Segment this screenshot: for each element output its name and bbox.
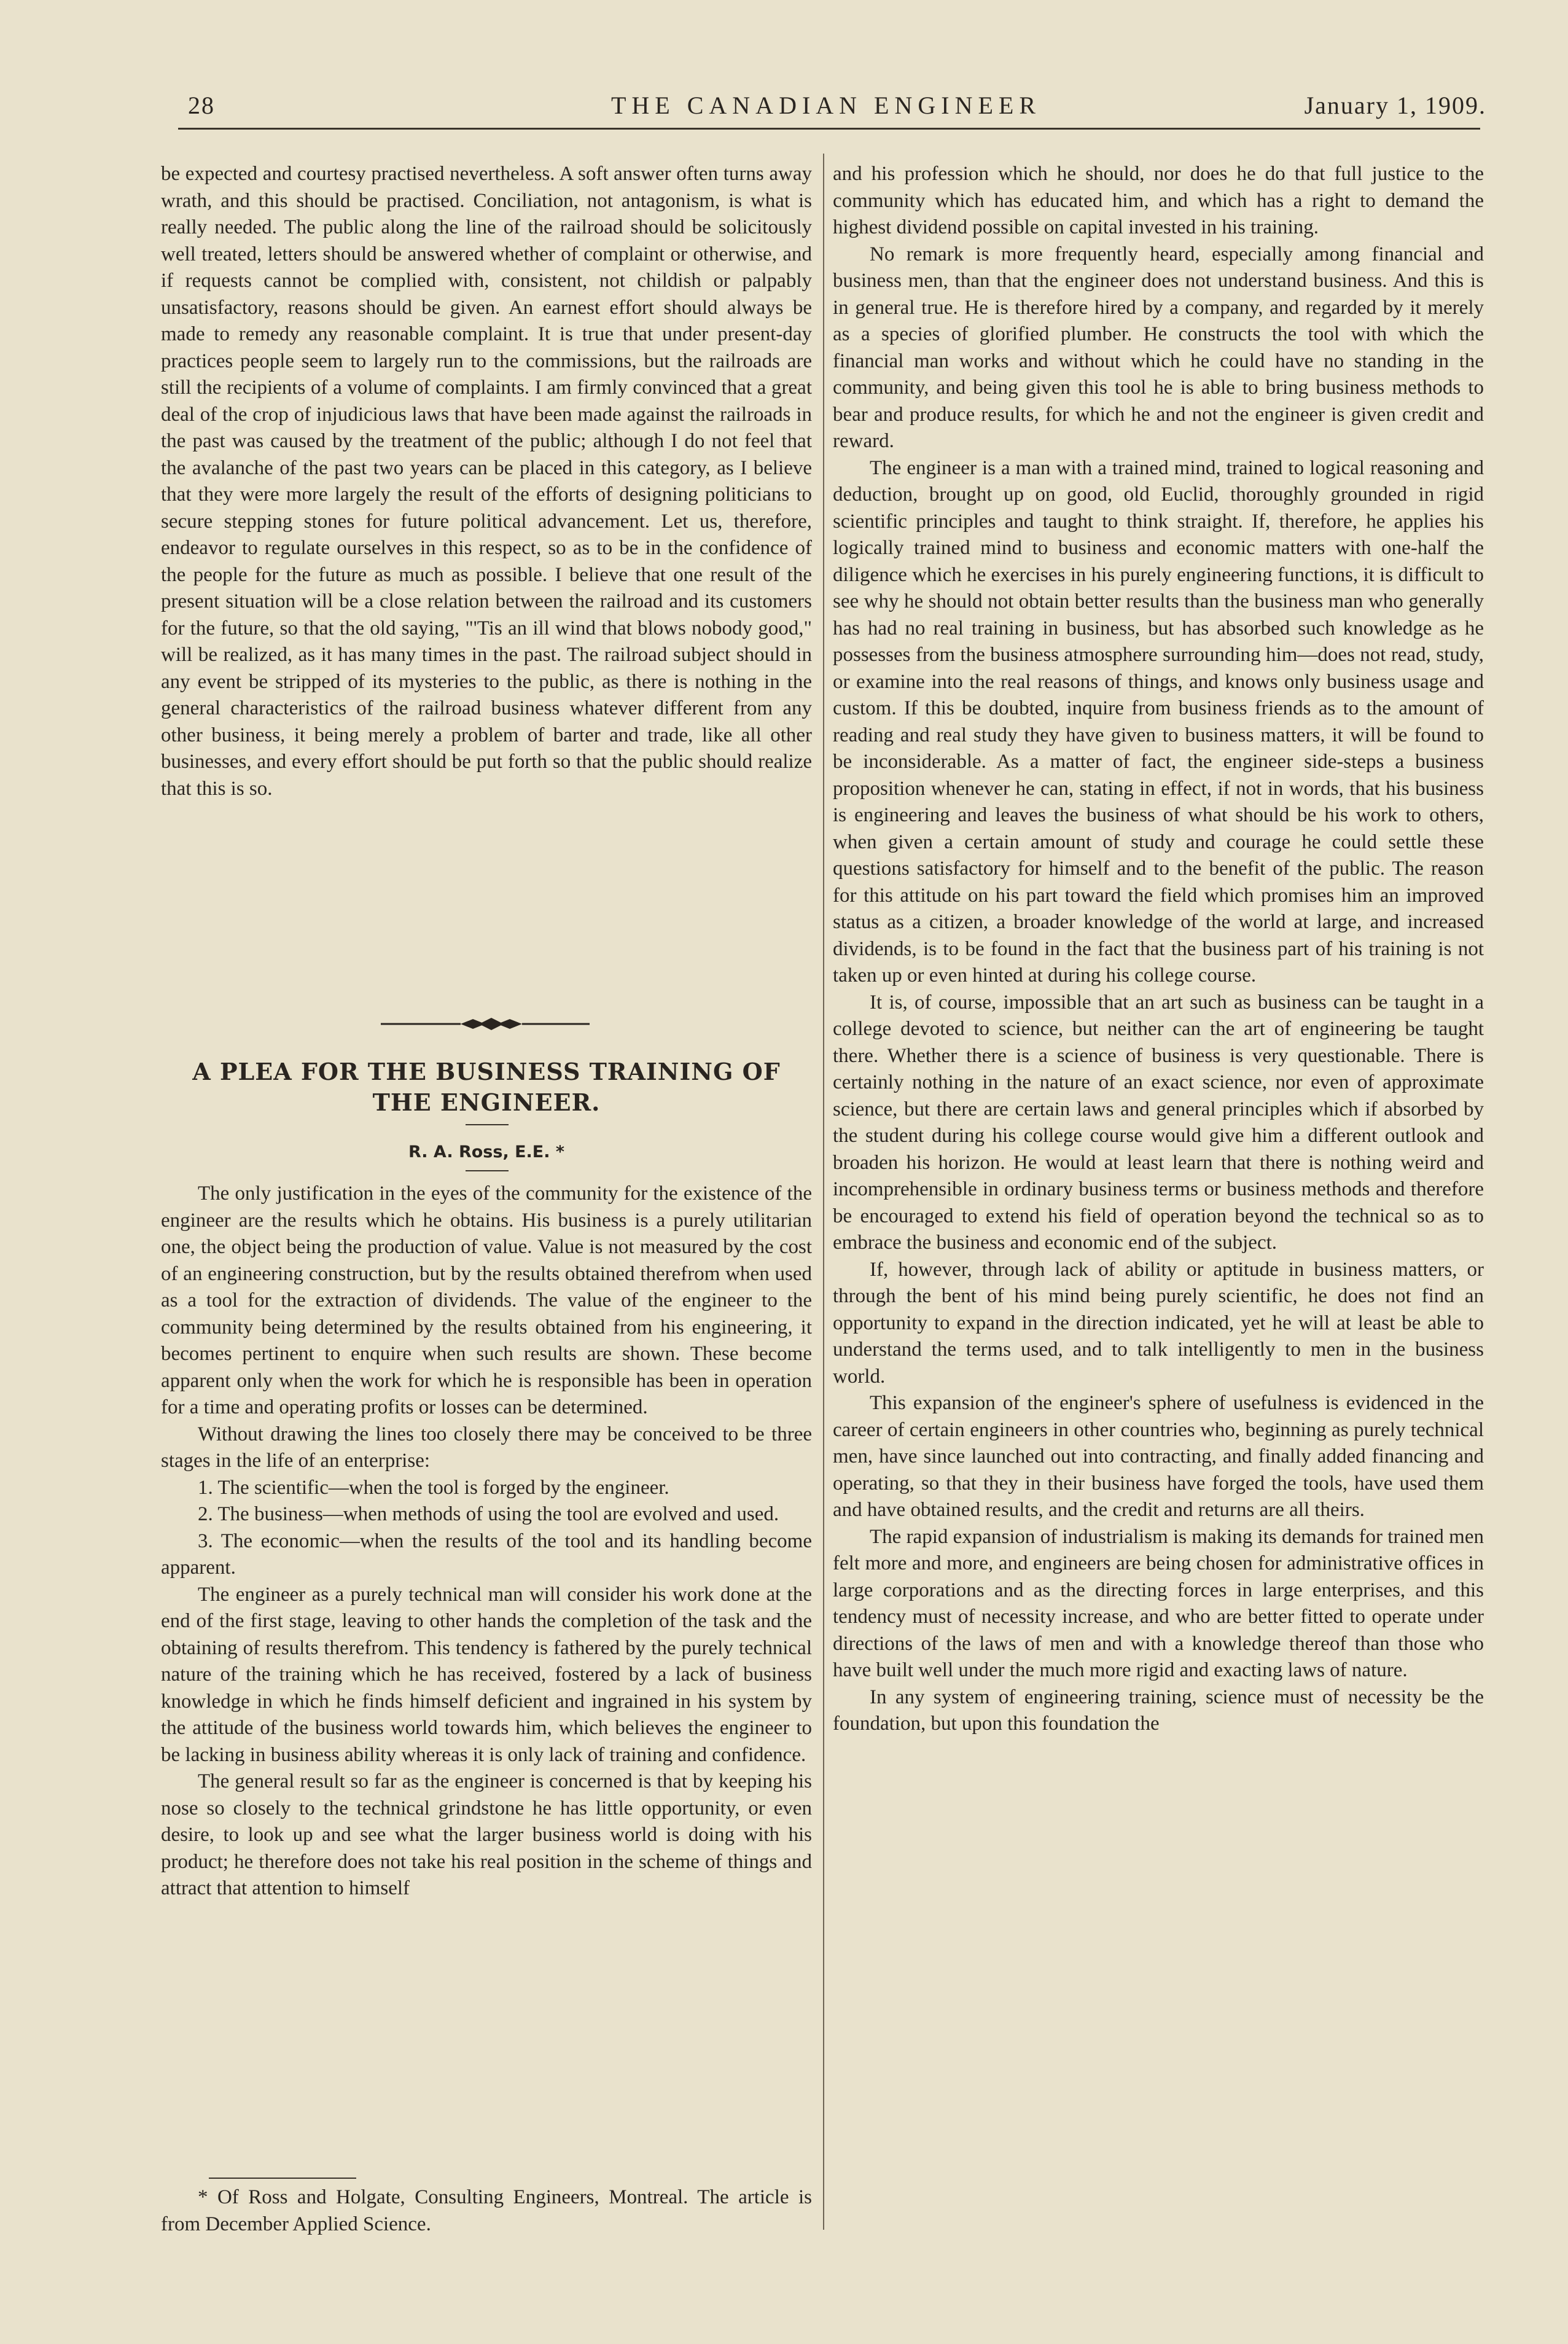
page-number: 28	[188, 92, 215, 119]
article-author: R. A. Ross, E.E. *	[408, 1143, 565, 1162]
footnote-text: * Of Ross and Holgate, Consulting Engineers, Montreal. The article is from December Applied Science.	[161, 2186, 812, 2235]
section-ornament	[381, 1015, 590, 1033]
footnote	[161, 2184, 812, 2238]
paragraph: The engineer is a man with a trained mind, trained to logical reasoning and deduction, brought up on good, old Euclid, thoroughly grounded in rigid scientific principles and taught to think straight. If, therefore, he applies his logically trained mind to business and economic matters with one-half the diligence which he exercises in his purely engineering functions, it is difficult to see why he should not obtain better results than the business man who generally has had no real training in business, but has absorbed such knowledge as he possesses from the business atmosphere surrounding him—does not read, study, or examine into the real reasons of things, and knows only business usage and custom. If this be doubted, inquire from business friends as to the amount of reading and real study they have given to business matters, it will be found to be inconsiderable. As a matter of fact, the engineer side-steps a business proposition whenever he can, stating in effect, if not in words, that his business is engineering and leaves the business of what should be his work to others, when given a certain amount of study and courage he could settle these questions satisfactory for himself and to the benefit of the public. The reason for this attitude on his part toward the field which promises him an improved status as a citizen, a broader knowledge of the world at large, and increased dividends, is to be found in the fact that the business part of his training is not taken up or even hinted at during his college course.	[833, 456, 1484, 986]
author-rule	[466, 1170, 509, 1171]
paragraph: It is, of course, impossible that an art such as business can be taught in a college devoted to science, but neither can the art of engineering be taught there. Whether there is a science of business is very questionable. There is certainly nothing in the nature of an exact science, nor even of approximate science, but there are certain laws and general principles which if absorbed by the student during his college course would give him a different outlook and broaden his horizon. He would at least learn that there is nothing weird and incomprehensible in ordinary business terms or business methods and therefore be encouraged to extend his field of operation beyond the technical so as to embrace the business and economic end of the subject.	[833, 991, 1484, 1254]
header-rule	[178, 128, 1480, 130]
journal-title: THE CANADIAN ENGINEER	[610, 92, 1042, 119]
left-column-article	[161, 1181, 812, 1902]
left-column-continuation	[161, 161, 812, 802]
issue-date: January 1, 1909.	[1304, 92, 1486, 119]
title-rule	[466, 1124, 509, 1125]
right-column	[833, 161, 1484, 1738]
paragraph: In any system of engineering training, science must of necessity be the foundation, but upon this foundation the	[833, 1686, 1484, 1735]
page-header	[166, 91, 1486, 122]
article-title: A PLEA FOR THE BUSINESS TRAINING OF THE ENGINEER.	[192, 1058, 781, 1116]
list-item: 1. The scientific—when the tool is forged by the engineer.	[198, 1476, 669, 1499]
column-divider	[823, 154, 824, 2230]
paragraph: This expansion of the engineer's sphere of usefulness is evidenced in the career of certain engineers in other countries who, beginning as purely technical men, have since launched out into contracting, and finally added financing and operating, so that they in their business have forged the tools, have used them and have obtained results, and the credit and returns are all theirs.	[833, 1392, 1484, 1521]
paragraph: No remark is more frequently heard, especially among financial and business men, than that the engineer does not understand business. And this is in general true. He is therefore hired by a company, and regarded by it merely as a species of glorified plumber. He constructs the tool with which the financial man works and without which he could have no standing in the community, and being given this tool he is able to bring business methods to bear and produce results, for which he and not the engineer is given credit and reward.	[833, 243, 1484, 452]
paragraph: The only justification in the eyes of the community for the existence of the engineer are the results which he obtains. His business is a purely utilitarian one, the object being the production of value. Value is not measured by the cost of an engineering construction, but by the results obtained therefrom when used as a tool for the extraction of dividends. The value of the engineer to the community being determined by the results obtained from his engineering, it becomes pertinent to enquire when such results are shown. These become apparent only when the work for which he is responsible has been in operation for a time and operating profits or losses can be determined.	[161, 1182, 812, 1418]
paragraph: The engineer as a purely technical man will consider his work done at the end of the first stage, leaving to other hands the completion of the task and the obtaining of results therefrom. This tendency is fathered by the purely technical nature of the training which he has received, fostered by a lack of business knowledge in which he finds himself deficient and ingrained in his system by the attitude of the business world towards him, which believes the engineer to be lacking in business ability whereas it is only lack of training and confidence.	[161, 1583, 812, 1766]
paragraph: Without drawing the lines too closely there may be conceived to be three stages in the life of an enterprise:	[161, 1423, 812, 1472]
paragraph: be expected and courtesy practised nevertheless. A soft answer often turns away wrath, and this should be practised. Conciliation, not antagonism, is what is really needed. The public along the line of the railroad should be solicitously well treated, letters should be answered whether of complaint or otherwise, and if requests cannot be complied with, consistent, not childish or palpably unsatisfactory, reasons should be given. An earnest effort should always be made to remedy any reasonable complaint. It is true that under present-day practices people seem to largely run to the commissions, but the railroads are still the recipients of a volume of complaints. I am firmly convinced that a great deal of the crop of injudicious laws that have been made against the railroads in the past was caused by the treatment of the public; although I do not feel that the avalanche of the past two years can be placed in this category, as I believe that they were more largely the result of the efforts of designing politicians to secure stepping stones for future political advancement. Let us, therefore, endeavor to regulate ourselves in this respect, so as to be in the confidence of the people for the future as much as possible. I believe that one result of the present situation will be a close relation between the railroad and its customers for the future, so that the old saying, "'Tis an ill wind that blows nobody good," will be realized, as it has many times in the past. The railroad subject should in any event be stripped of its mysteries to the public, as there is nothing in the general characteristics of the railroad business whatever different from any other business, it being merely a problem of barter and trade, like all other businesses, and every effort should be put forth so that the public should realize that this is so.	[161, 163, 812, 800]
list-item: 3. The economic—when the results of the tool and its handling become apparent.	[161, 1529, 812, 1579]
paragraph: The rapid expansion of industrialism is making its demands for trained men felt more and more, and engineers are being chosen for administrative offices in large corporations and as the directing forces in large enterprises, and this tendency must of necessity increase, and who are better fitted to operate under directions of the laws of men and with a knowledge thereof than those who have built well under the much more rigid and exacting laws of nature.	[833, 1525, 1484, 1681]
paragraph: The general result so far as the engineer is concerned is that by keeping his nose so closely to the technical grindstone he has little opportunity, or even desire, to look up and see what the larger business world is doing with his product; he therefore does not take his real position in the scheme of things and attract that attention to himself	[161, 1770, 812, 1899]
footnote-rule	[209, 2178, 356, 2179]
paragraph: If, however, through lack of ability or aptitude in business matters, or through the bent of his mind being purely scientific, he does not find an opportunity to expand in the direction indicated, yet he will at least be able to understand the terms used, and to talk intelligently to men in the business world.	[833, 1258, 1484, 1388]
list-item: 2. The business—when methods of using the tool are evolved and used.	[198, 1503, 779, 1525]
paragraph: and his profession which he should, nor does he do that full justice to the community which has educated him, and which has a right to demand the highest dividend possible on capital invested in his training.	[833, 163, 1484, 238]
